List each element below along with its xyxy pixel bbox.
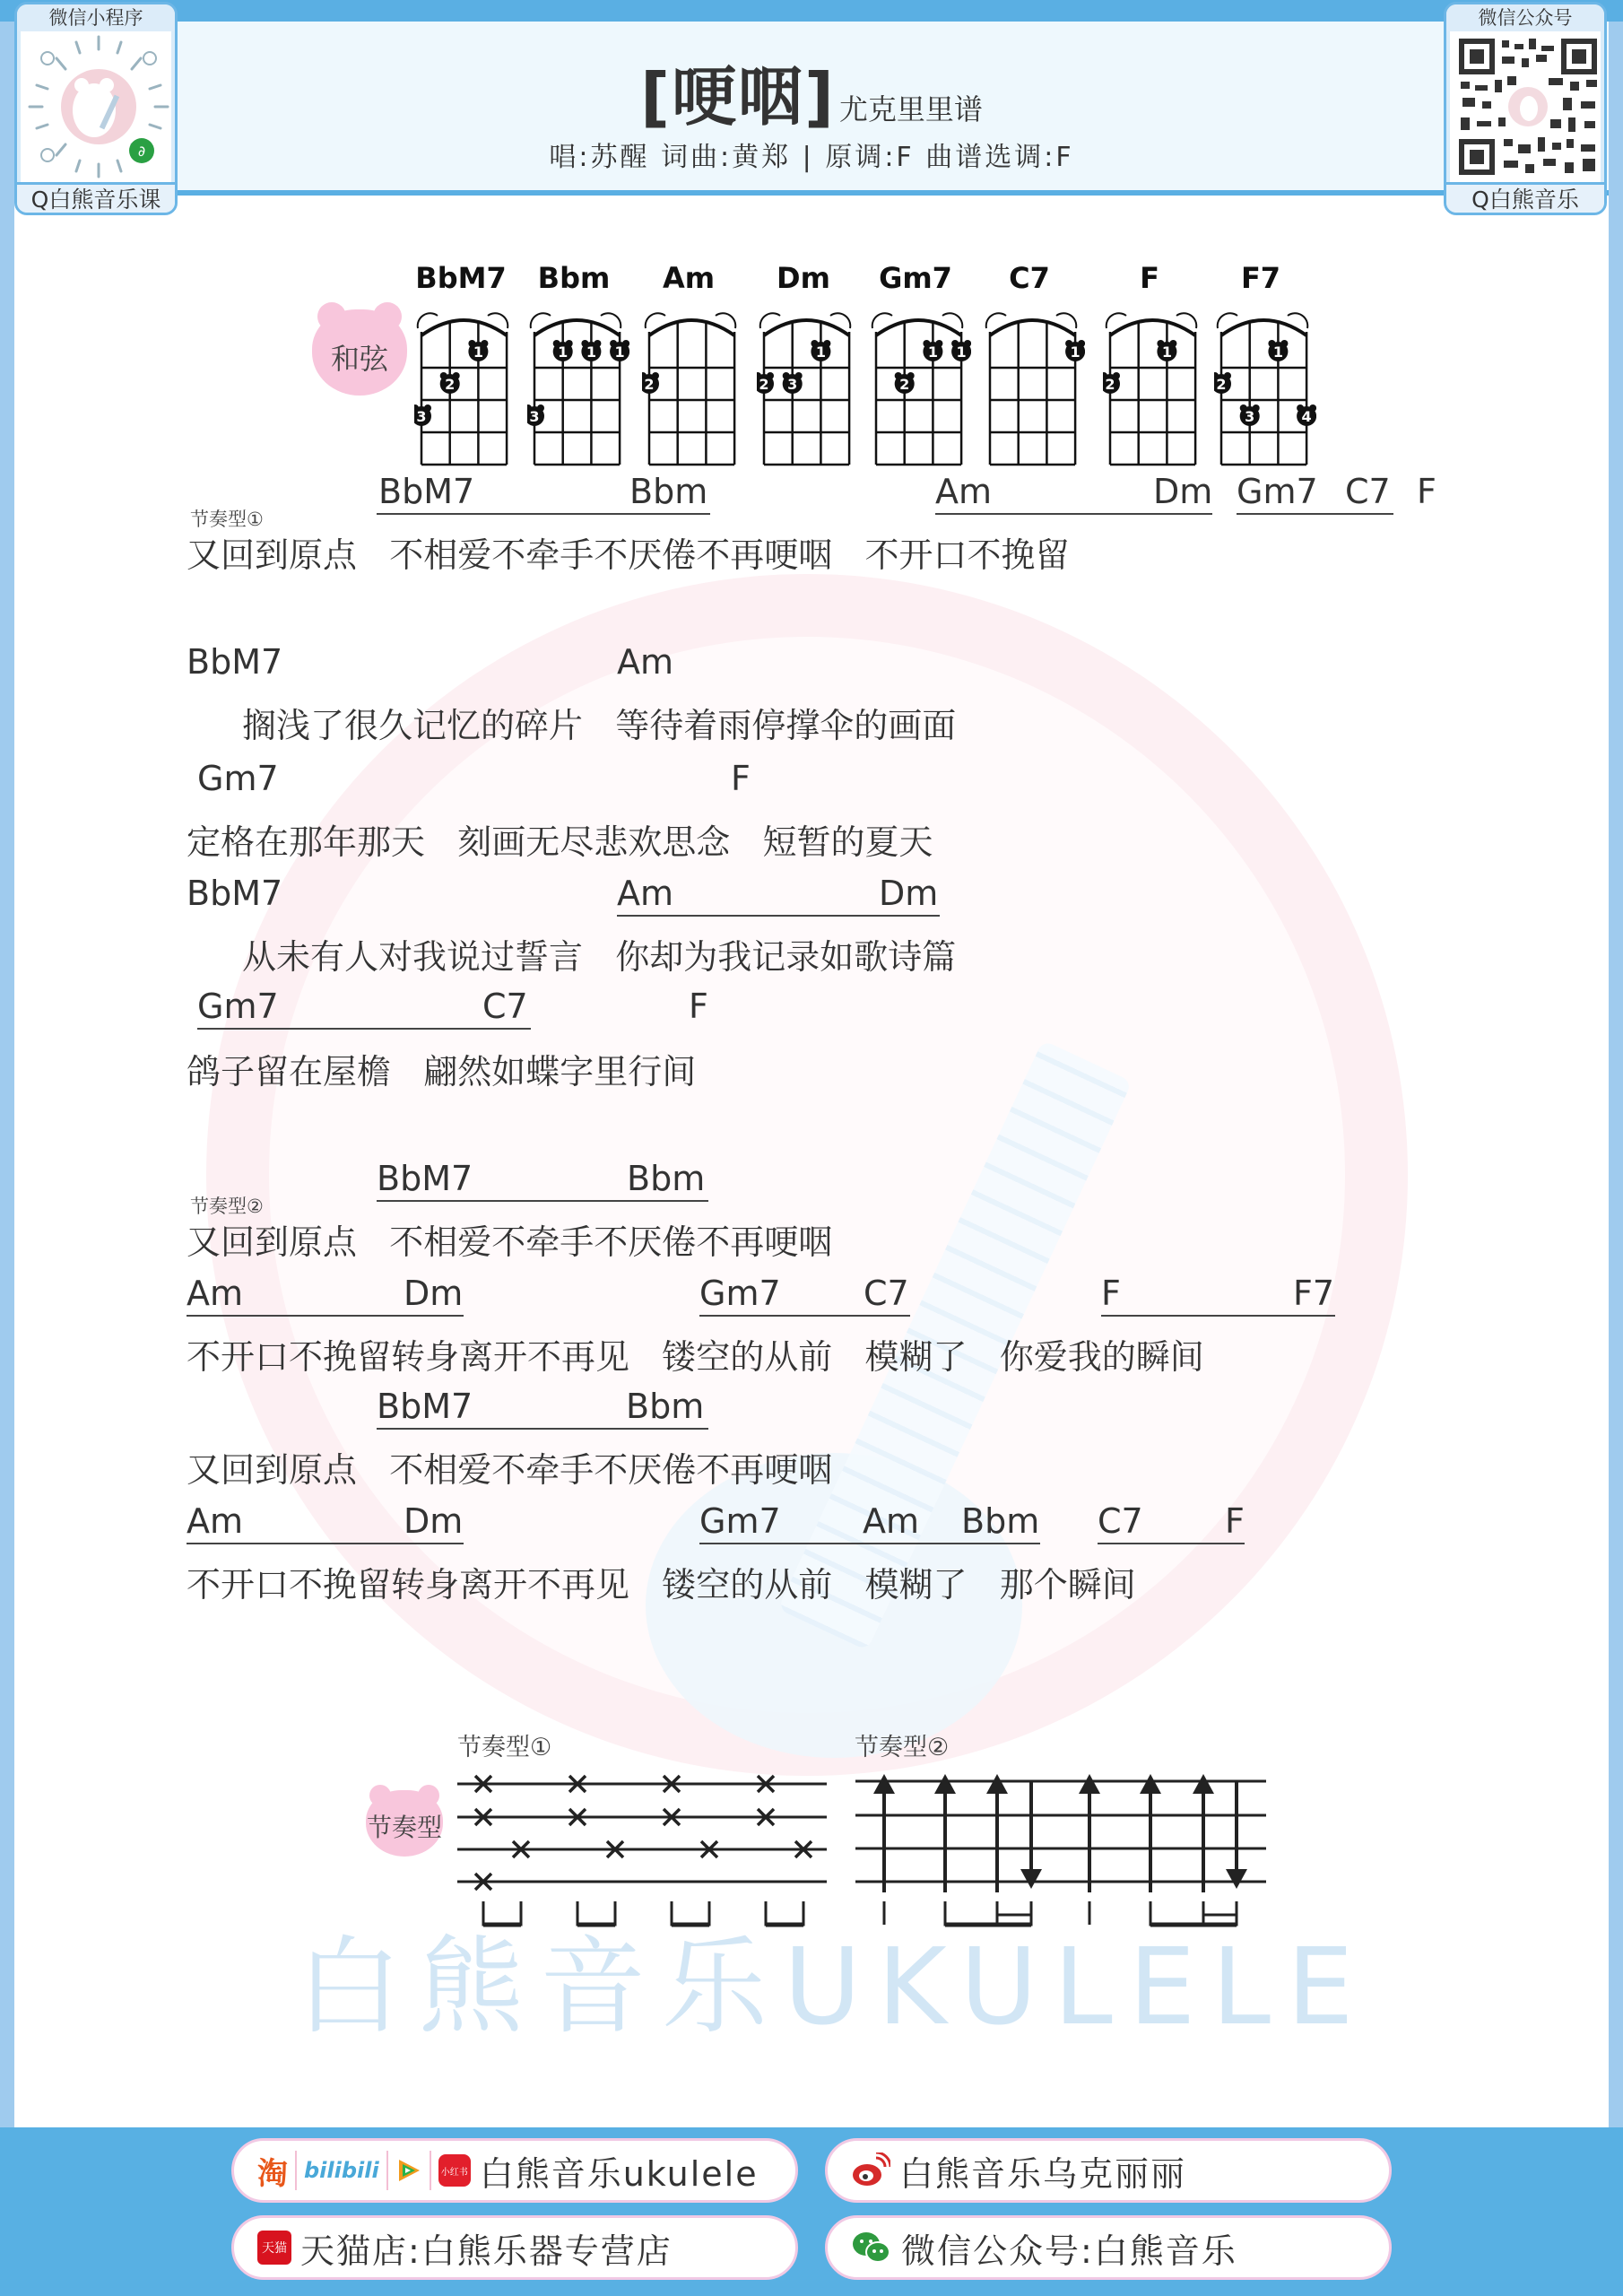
rhythm-badge-label: 节奏型 bbox=[366, 1813, 442, 1842]
chord-fretboard bbox=[869, 296, 967, 475]
chord-label: Bbm bbox=[627, 1159, 706, 1198]
divider bbox=[295, 2151, 297, 2190]
chord-name: Bbm bbox=[537, 261, 611, 295]
top-band bbox=[0, 0, 1623, 22]
svg-text:3: 3 bbox=[529, 408, 540, 425]
footer-link-text: 白熊音乐乌克丽丽 bbox=[899, 2153, 1187, 2194]
chord-fretboard bbox=[1103, 296, 1196, 475]
title-block bbox=[0, 45, 1623, 138]
chord-diagram-c7 bbox=[983, 260, 1081, 475]
chord-label: Gm7 bbox=[1237, 472, 1318, 511]
svg-text:1: 1 bbox=[558, 344, 568, 361]
footer-link-text: 白熊音乐ukulele bbox=[479, 2153, 759, 2194]
search-icon: Q bbox=[30, 187, 49, 213]
footer-link-text: 天猫店:白熊乐器专营店 bbox=[300, 2231, 673, 2271]
lyric-line: 又回到原点 不相爱不牵手不厌倦不再哽咽 不开口不挽留 bbox=[187, 535, 1070, 575]
footer-link-tmall[interactable] bbox=[231, 2215, 798, 2280]
lyric-line: 又回到原点 不相爱不牵手不厌倦不再哽咽 bbox=[187, 1222, 833, 1262]
chord-diagram-dm bbox=[757, 260, 850, 475]
svg-text:1: 1 bbox=[614, 344, 625, 361]
pattern-2-label: 节奏型② bbox=[855, 1734, 950, 1761]
chord-fretboard bbox=[757, 296, 850, 475]
chords-badge-label: 和弦 bbox=[330, 342, 388, 376]
svg-text:1: 1 bbox=[815, 344, 826, 361]
chord-underline bbox=[377, 513, 710, 515]
lyric-line: 搁浅了很久记忆的碎片 等待着雨停撑伞的画面 bbox=[242, 706, 957, 745]
chord-label: F bbox=[731, 759, 751, 798]
chord-label: Am bbox=[617, 874, 674, 913]
chord-label: C7 bbox=[482, 987, 528, 1026]
lyric-line: 不开口不挽留转身离开不再见 镂空的从前 模糊了 你爱我的瞬间 bbox=[187, 1337, 1204, 1377]
svg-text:3: 3 bbox=[1245, 408, 1255, 425]
chord-label: BbM7 bbox=[187, 874, 283, 913]
footer-link-weibo[interactable] bbox=[825, 2138, 1392, 2203]
qr-card-search-label: Q白熊音乐 bbox=[1446, 182, 1604, 215]
svg-text:2: 2 bbox=[759, 376, 769, 393]
xiaohongshu-icon: 小红书 bbox=[438, 2154, 471, 2187]
song-subtitle: 尤克里里谱 bbox=[838, 92, 983, 126]
chord-label: F bbox=[689, 987, 708, 1026]
svg-text:1: 1 bbox=[1070, 344, 1081, 361]
chord-underline bbox=[1237, 513, 1393, 515]
chord-label: F7 bbox=[1293, 1274, 1335, 1313]
svg-text:1: 1 bbox=[1272, 344, 1283, 361]
chord-label: Am bbox=[863, 1501, 920, 1541]
chord-underline bbox=[377, 1428, 708, 1430]
svg-text:2: 2 bbox=[445, 376, 456, 393]
chord-name: Dm bbox=[777, 261, 830, 295]
chord-label: Dm bbox=[404, 1501, 464, 1541]
svg-text:∂: ∂ bbox=[137, 143, 146, 160]
divider bbox=[386, 2151, 388, 2190]
watermark-text: 白熊音乐UKULELE bbox=[296, 1925, 1370, 2048]
svg-text:2: 2 bbox=[1216, 376, 1227, 393]
chord-label: BbM7 bbox=[187, 642, 283, 682]
rhythm-tag-1: 节奏型① bbox=[190, 509, 264, 530]
lyric-line: 又回到原点 不相爱不牵手不厌倦不再哽咽 bbox=[187, 1450, 833, 1490]
chord-label: C7 bbox=[1098, 1501, 1143, 1541]
chord-label: C7 bbox=[1345, 472, 1391, 511]
lyric-line: 鸽子留在屋檐 翩然如蝶字里行间 bbox=[187, 1052, 697, 1091]
chord-label: F bbox=[1225, 1501, 1245, 1541]
chord-underline bbox=[187, 1315, 464, 1317]
rhythm-tag-2: 节奏型② bbox=[190, 1196, 264, 1217]
chord-underline bbox=[935, 513, 1212, 515]
chord-label: Bbm bbox=[626, 1387, 705, 1426]
chord-diagram-f bbox=[1103, 260, 1196, 475]
chord-label: Bbm bbox=[629, 472, 708, 511]
chord-label: Gm7 bbox=[197, 987, 279, 1026]
chord-label: Gm7 bbox=[197, 759, 279, 798]
chord-label: BbM7 bbox=[377, 1387, 473, 1426]
chord-label: Am bbox=[187, 1274, 244, 1313]
chord-fretboard bbox=[983, 296, 1081, 475]
chord-name: F bbox=[1140, 261, 1159, 295]
lyric-line: 定格在那年那天 刻画无尽悲欢思念 短暂的夏天 bbox=[187, 822, 933, 862]
chord-underline bbox=[377, 1200, 708, 1202]
svg-text:3: 3 bbox=[416, 408, 427, 425]
chord-name: BbM7 bbox=[415, 261, 507, 295]
svg-text:2: 2 bbox=[644, 376, 655, 393]
pattern-1-notation bbox=[448, 1767, 843, 1928]
svg-text:2: 2 bbox=[899, 376, 910, 393]
chord-diagram-gm7 bbox=[869, 260, 967, 475]
lyric-line: 不开口不挽留转身离开不再见 镂空的从前 模糊了 那个瞬间 bbox=[187, 1565, 1136, 1605]
divider bbox=[430, 2151, 431, 2190]
chord-label: Dm bbox=[404, 1274, 464, 1313]
pattern-1-label: 节奏型① bbox=[457, 1734, 552, 1761]
tmall-icon: 天猫 bbox=[257, 2231, 291, 2265]
chord-label: Am bbox=[935, 472, 993, 511]
chord-name: F7 bbox=[1240, 261, 1281, 295]
qr-card-title: 微信小程序 bbox=[17, 4, 175, 31]
chord-underline bbox=[699, 1315, 910, 1317]
left-frame-border bbox=[0, 0, 14, 2127]
wechat-icon bbox=[851, 2230, 892, 2266]
footer-link-ukulele[interactable] bbox=[231, 2138, 798, 2203]
chord-label: Gm7 bbox=[699, 1501, 781, 1541]
chord-underline bbox=[197, 1028, 531, 1030]
search-icon: Q bbox=[1471, 187, 1489, 213]
chord-label: Dm bbox=[879, 874, 939, 913]
chord-label: C7 bbox=[864, 1274, 909, 1313]
chord-label: Dm bbox=[1153, 472, 1213, 511]
qr-card-title: 微信公众号 bbox=[1446, 4, 1604, 31]
chord-diagram-bbm bbox=[527, 260, 625, 475]
chords-badge bbox=[312, 309, 407, 396]
chord-label: BbM7 bbox=[378, 472, 475, 511]
svg-text:4: 4 bbox=[1301, 408, 1312, 425]
song-meta: 唱:苏醒 词曲:黄郑 | 原调:F 曲谱选调:F bbox=[549, 142, 1074, 173]
x-marks bbox=[475, 1776, 812, 1890]
weibo-icon bbox=[851, 2152, 890, 2188]
footer-link-text: 微信公众号:白熊音乐 bbox=[901, 2231, 1237, 2271]
chord-label: Am bbox=[187, 1501, 244, 1541]
chord-underline bbox=[1098, 1543, 1245, 1544]
chord-underline bbox=[1101, 1315, 1335, 1317]
chord-diagram-bbm7 bbox=[414, 260, 508, 475]
bilibili-icon: bilibili bbox=[304, 2158, 379, 2183]
footer-link-wechat[interactable] bbox=[825, 2215, 1392, 2280]
chord-fretboard bbox=[642, 296, 735, 475]
lyric-line: 从未有人对我说过誓言 你却为我记录如歌诗篇 bbox=[242, 937, 957, 977]
svg-text:1: 1 bbox=[956, 344, 967, 361]
chord-label: F bbox=[1417, 472, 1436, 511]
chord-name: C7 bbox=[1009, 261, 1050, 295]
chord-label: BbM7 bbox=[377, 1159, 473, 1198]
chord-underline bbox=[187, 1543, 464, 1544]
svg-text:1: 1 bbox=[1161, 344, 1172, 361]
chord-name: Gm7 bbox=[879, 261, 952, 295]
svg-text:1: 1 bbox=[586, 344, 596, 361]
svg-text:1: 1 bbox=[927, 344, 938, 361]
chord-diagram-am bbox=[642, 260, 735, 475]
chord-underline bbox=[863, 1543, 1040, 1544]
chord-label: Am bbox=[617, 642, 674, 682]
svg-text:3: 3 bbox=[787, 376, 798, 393]
song-title: [哽咽] bbox=[640, 59, 836, 135]
svg-text:2: 2 bbox=[1105, 376, 1115, 393]
chord-fretboard bbox=[527, 296, 625, 475]
chord-name: Am bbox=[662, 261, 716, 295]
pattern-2-notation bbox=[852, 1767, 1273, 1928]
taobao-icon: 淘 bbox=[257, 2155, 288, 2192]
qr-card-search-label: Q白熊音乐课 bbox=[17, 182, 175, 215]
chord-fretboard bbox=[414, 296, 508, 475]
chord-label: Gm7 bbox=[699, 1274, 781, 1313]
chord-label: F bbox=[1101, 1274, 1121, 1313]
chord-underline bbox=[617, 915, 940, 917]
right-frame-border bbox=[1609, 0, 1623, 2127]
chord-label: Bbm bbox=[961, 1501, 1040, 1541]
chord-diagram-f7 bbox=[1214, 260, 1312, 475]
chord-fretboard bbox=[1214, 296, 1312, 475]
tencent-video-icon bbox=[395, 2157, 422, 2184]
rhythm-badge bbox=[366, 1790, 443, 1857]
svg-text:1: 1 bbox=[473, 344, 483, 361]
